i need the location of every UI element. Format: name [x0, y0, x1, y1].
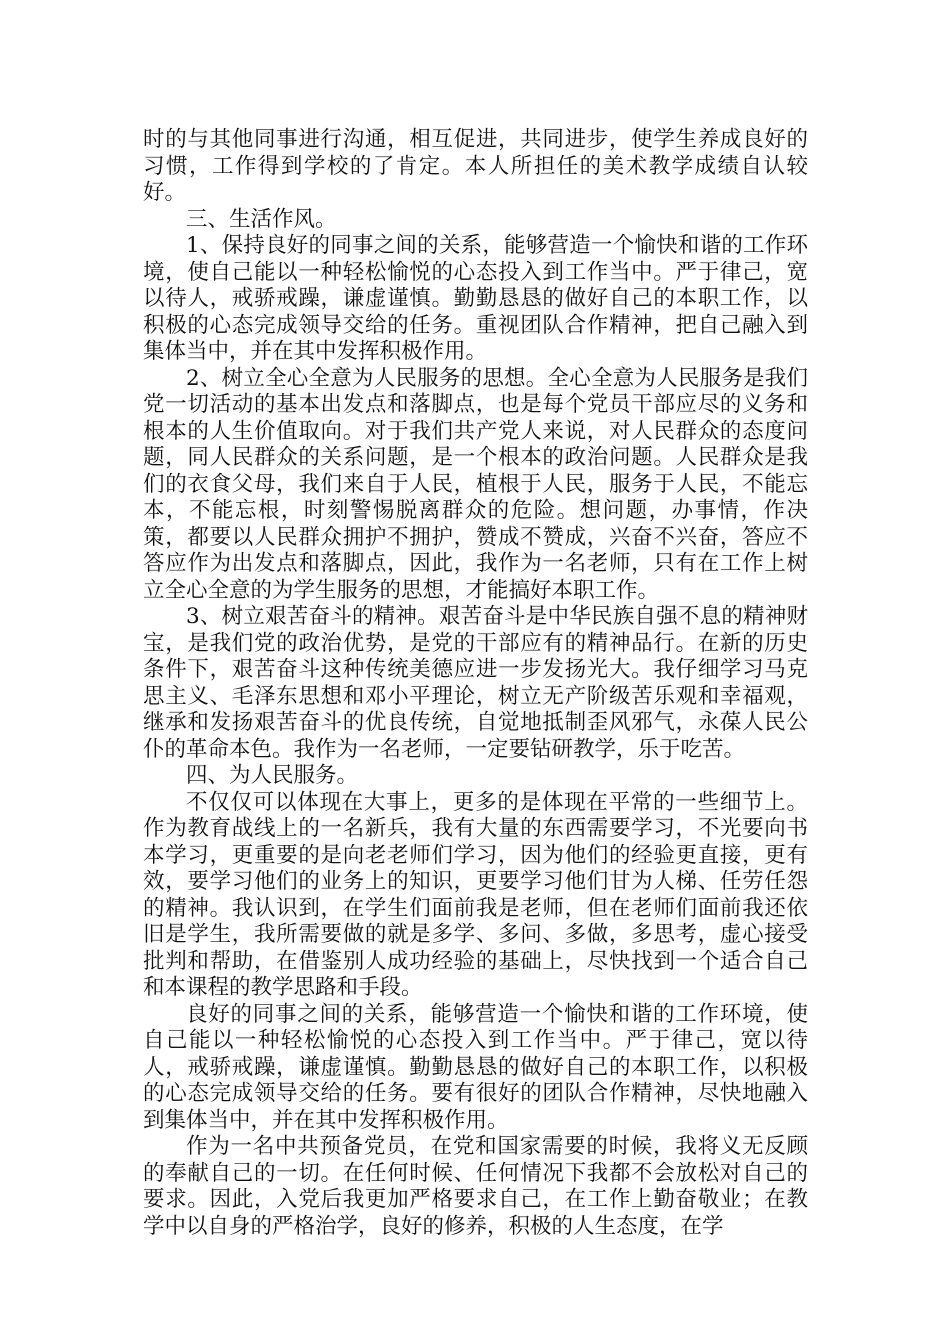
section-heading-life-style: 三、生活作风。 [186, 206, 337, 232]
paragraph-serve-people-thought: 2、树立全心全意为人民服务的思想。全心全意为人民服务是我们党一切活动的基本出发点和落脚点，也是每个党员干部应尽的义务和根本的人生价值取向。对于我们共产党人来说，对人民群众的态度问题，同人民群众的关系问题，是一个根本的政治问题。人民群众是我们的衣食父母，我们来自于人民，植根于人民，服务于人民，不能忘本，不能忘根，时刻警惕脱离群众的危险。想问题，办事情，作决策，都要以人民群众拥护不拥护，赞成不赞成，兴奋不兴奋，答应不答应作为出发点和落脚点，因此，我作为一名老师，只有在工作上树立全心全意的为学生服务的思想，才能搞好本职工作。 [143, 365, 808, 603]
paragraph-work-environment: 良好的同事之间的关系，能够营造一个愉快和谐的工作环境，使自己能以一种轻松愉悦的心态投入到工作当中。严于律己，宽以待人，戒骄戒躁，谦虚谨慎。勤勤恳恳的做好自己的本职工作，以积极的心态完成领导交给的任务。要有很好的团队合作精神，尽快地融入到集体当中，并在其中发挥积极作用。 [143, 1001, 808, 1133]
paragraph-continuation: 时的与其他同事进行沟通，相互促进，共同进步，使学生养成良好的习惯，工作得到学校的了肯定。本人所担任的美术教学成绩自认较好。 [143, 127, 808, 205]
paragraph-colleague-relations: 1、保持良好的同事之间的关系，能够营造一个愉快和谐的工作环境，使自己能以一种轻松愉悦的心态投入到工作当中。严于律己，宽以待人，戒骄戒躁，谦虚谨慎。勤勤恳恳的做好自己的本职工作，以积极的心态完成领导交给的任务。重视团队合作精神，把自己融入到集体当中，并在其中发挥积极作用。 [143, 233, 808, 364]
paragraph-details-learning: 不仅仅可以体现在大事上，更多的是体现在平常的一些细节上。作为教育战线上的一名新兵，我有大量的东西需要学习，不光要向书本学习，更重要的是向老老师们学习，因为他们的经验更直接，更有效，要学习他们的业务上的知识，更要学习他们甘为人梯、任劳任怨的精神。我认识到，在学生们面前我是老师，但在老师们面前我还依旧是学生，我所需要做的就是多学、多问、多做，多思考，虚心接受批判和帮助，在借鉴别人成功经验的基础上，尽快找到一个适合自己和本课程的教学思路和手段。 [143, 789, 808, 1000]
paragraph-hard-work-spirit: 3、树立艰苦奋斗的精神。艰苦奋斗是中华民族自强不息的精神财宝，是我们党的政治优势，是党的干部应有的精神品行。在新的历史条件下，艰苦奋斗这种传统美德应进一步发扬光大。我仔细学习马克思主义、毛泽东思想和邓小平理论，树立无产阶级苦乐观和幸福观，继承和发扬艰苦奋斗的优良传统，自觉地抵制歪风邪气，永葆人民公仆的革命本色。我作为一名老师，一定要钻研教学，乐于吃苦。 [143, 604, 808, 762]
document-page [143, 127, 808, 1240]
paragraph-party-member: 作为一名中共预备党员，在党和国家需要的时候，我将义无反顾的奉献自己的一切。在任何时候、任何情况下我都不会放松对自己的要求。因此，入党后我更加严格要求自己，在工作上勤奋敬业；在教学中以自身的严格治学，良好的修养，积极的人生态度，在学 [143, 1134, 808, 1239]
section-heading-serve-people: 四、为人民服务。 [186, 763, 359, 788]
